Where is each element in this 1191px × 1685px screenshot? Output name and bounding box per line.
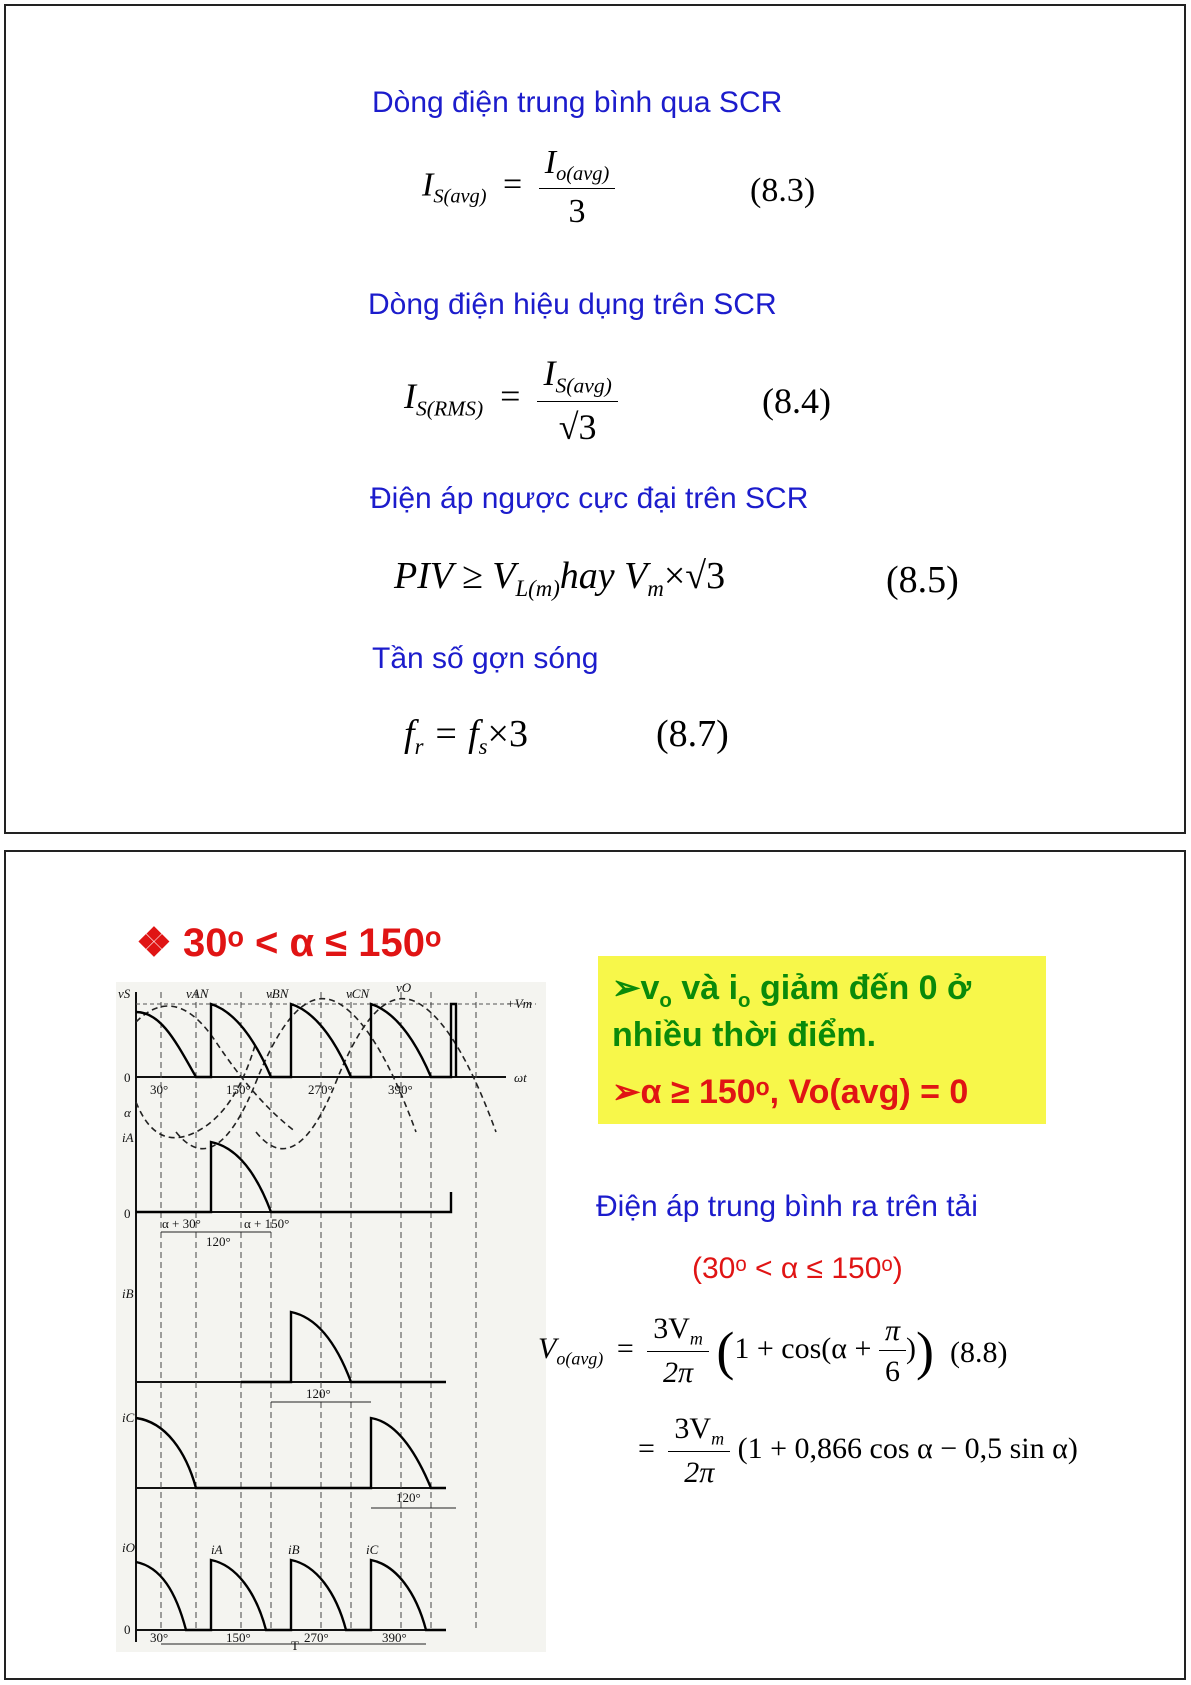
- heading-rms-current: Dòng điện hiệu dụng trên SCR: [368, 288, 777, 321]
- io-label-ia: iA: [211, 1542, 223, 1557]
- tick-bottom-150: 150°: [226, 1630, 251, 1645]
- tick-top-30: 30°: [150, 1082, 169, 1097]
- label-van: vAN: [186, 986, 209, 1001]
- note-line-1: $➢v_o$ và $i_o$ giảm đến 0 ở: [612, 969, 972, 1012]
- tick-top-270: 270°: [308, 1082, 333, 1097]
- slide-2: [4, 850, 1186, 1680]
- heading-peak-inverse-voltage: Điện áp ngược cực đại trên SCR: [370, 482, 809, 515]
- title-range: 30ᵒ < α ≤ 150ᵒ: [182, 921, 442, 965]
- equation-8-7: $f_r = f_s\times 3$: [404, 713, 528, 759]
- waveform-diagram: [116, 982, 546, 1652]
- interval-120-b: 120°: [306, 1386, 331, 1401]
- note-line-3: ➢α ≥ 150ᵒ, Vo(avg) = 0: [612, 1073, 969, 1111]
- tick-bottom-390: 390°: [382, 1630, 407, 1645]
- label-io: iO: [122, 1540, 135, 1555]
- equation-8-5: PIV ≥ $V_{L(m)}hay$ $V_m\times√3$: [394, 555, 726, 601]
- tick-top-390: 390°: [388, 1082, 413, 1097]
- heading-avg-current: Dòng điện trung bình qua SCR: [372, 86, 783, 119]
- label-vcn: vCN: [346, 986, 370, 1001]
- equation-8-8: $V_{o(avg)}$ = $\frac{3V_m}{2\pi}$ (1 + cos(α + $\frac{\pi}{6}$ )): [538, 1312, 934, 1390]
- label-vo: vO: [396, 982, 412, 995]
- diamond-bullet-icon: ❖: [136, 921, 172, 965]
- label-ic: iC: [122, 1410, 135, 1425]
- slide-1: [4, 4, 1186, 834]
- equation-8-8-expanded: = $\frac{3V_m}{2\pi}$ (1 + 0,866 cos α − 0,5 sin α): [638, 1412, 1078, 1490]
- tick-bottom-270: 270°: [304, 1630, 329, 1645]
- tick-alpha-30: α + 30°: [162, 1216, 201, 1231]
- label-vs: vS: [118, 986, 131, 1001]
- tick-top-150: 150°: [226, 1082, 251, 1097]
- equation-label-8-4: (8.4): [762, 381, 831, 421]
- label-period: T: [291, 1638, 299, 1652]
- label-zero-io: 0: [124, 1622, 131, 1637]
- heading-avg-output-voltage: Điện áp trung bình ra trên tải: [596, 1190, 978, 1223]
- label-vbn: vBN: [266, 986, 289, 1001]
- io-label-ib: iB: [288, 1542, 300, 1557]
- tick-alpha-150: α + 150°: [244, 1216, 290, 1231]
- slide-title: [136, 920, 441, 966]
- label-vm: +Vm: [506, 996, 533, 1011]
- io-label-ic: iC: [366, 1542, 379, 1557]
- equation-label-8-3: (8.3): [750, 172, 816, 209]
- label-zero-ia: 0: [124, 1206, 131, 1221]
- equation-label-8-8: (8.8): [950, 1336, 1008, 1369]
- condition-range: (30ᵒ < α ≤ 150ᵒ): [692, 1252, 903, 1285]
- equation-label-8-5: (8.5): [886, 559, 959, 601]
- note-box: [598, 956, 1046, 1124]
- label-zero-top: 0: [124, 1070, 131, 1085]
- heading-ripple-frequency: Tần số gợn sóng: [372, 642, 599, 675]
- label-ib: iB: [122, 1286, 134, 1301]
- tick-bottom-30: 30°: [150, 1630, 169, 1645]
- equation-label-8-7: (8.7): [656, 713, 729, 755]
- equation-8-3: $I_{S(avg)}$ = $\frac{I_{o(avg)}}{3}$: [422, 144, 615, 231]
- label-alpha: α: [124, 1105, 131, 1120]
- label-ia: iA: [122, 1130, 134, 1145]
- interval-120-c: 120°: [396, 1490, 421, 1505]
- note-line-2: nhiều thời điểm.: [612, 1016, 877, 1054]
- interval-120-a: 120°: [206, 1234, 231, 1249]
- equation-8-4: $I_{S(RMS)}$ = $\frac{I_{S(avg)}}{√3}$: [404, 352, 618, 448]
- label-wt: ωt: [514, 1070, 527, 1085]
